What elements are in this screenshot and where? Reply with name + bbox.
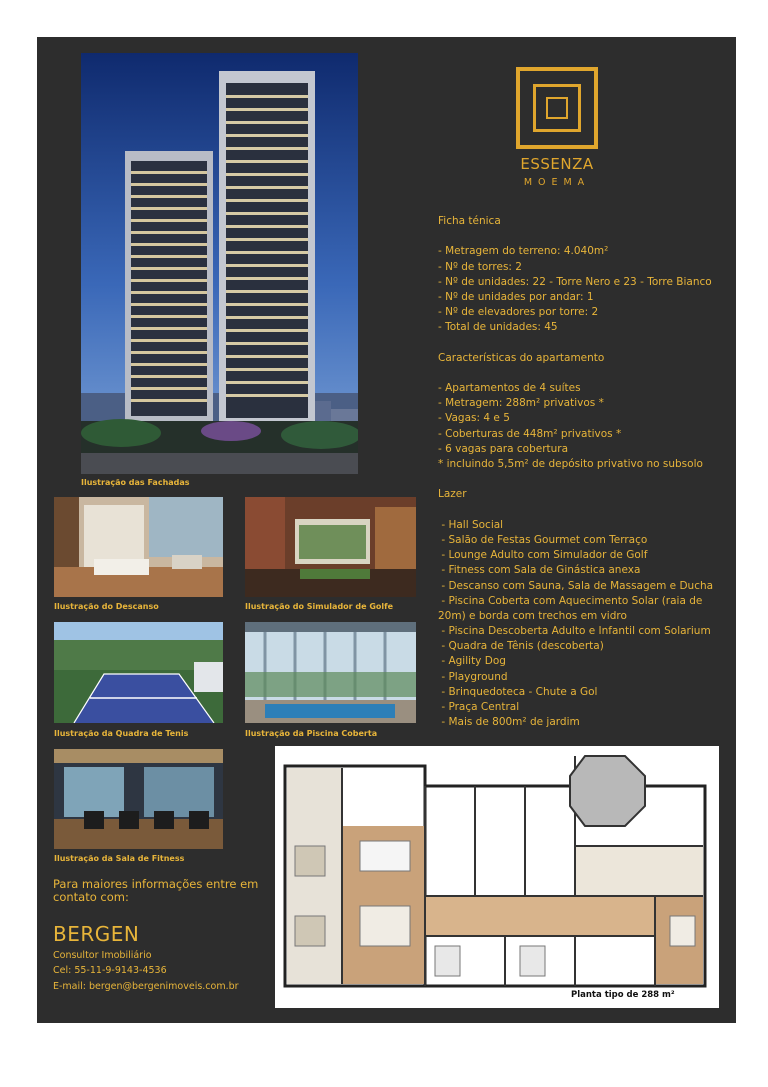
lazer-item: - Salão de Festas Gourmet com Terraço [438, 533, 648, 546]
floor-plan [275, 746, 719, 1008]
lazer-item: - Descanso com Sauna, Sala de Massagem e Ducha [438, 579, 714, 592]
facade-caption: Ilustração das Fachadas [81, 478, 190, 487]
lazer-item: - Praça Central [438, 701, 520, 713]
piscina-image [245, 622, 416, 723]
ficha-item: - Nº de elevadores por torre: 2 [438, 306, 599, 319]
fitness-image [54, 749, 223, 849]
golfe-caption: Ilustração do Simulador de Golfe [245, 602, 394, 611]
lazer-item: - Lounge Adulto com Simulador de Golf [438, 549, 648, 562]
caracteristicas-item: - Vagas: 4 e 5 [438, 412, 510, 425]
caracteristicas-item: * incluindo 5,5m² de depósito privativo no subsolo [438, 458, 703, 470]
ficha-title: Ficha ténica [438, 215, 501, 227]
floor-plan-drawing [275, 746, 719, 1008]
ficha-item: - Nº de unidades: 22 - Torre Nero e 23 - Torre Bianco [438, 275, 712, 288]
ficha-item: - Metragem do terreno: 4.040m² [438, 245, 609, 258]
ficha-item: - Nº de torres: 2 [438, 260, 522, 273]
lazer-item: - Brinquedoteca - Chute a Gol [438, 685, 598, 698]
contact-name: BERGEN [53, 922, 140, 946]
caracteristicas-item: - Metragem: 288m² privativos * [438, 397, 604, 410]
caracteristicas-item: - Coberturas de 448m² privativos * [438, 427, 622, 440]
lazer-item: - Quadra de Tênis (descoberta) [438, 640, 604, 653]
caracteristicas-item: - 6 vagas para cobertura [438, 442, 569, 455]
lazer-title: Lazer [438, 488, 467, 501]
lazer-item: - Hall Social [438, 518, 504, 531]
ficha-item: - Total de unidades: 45 [438, 321, 558, 334]
logo-subtitle: MOEMA [523, 177, 591, 188]
descanso-image [54, 497, 223, 597]
logo-name: ESSENZA [520, 155, 594, 173]
lazer-item: - Fitness com Sala de Ginástica anexa [438, 564, 641, 577]
lazer-item: - Piscina Coberta com Aquecimento Solar (raia de [438, 594, 703, 607]
floor-plan-caption: Planta tipo de 288 m² [571, 990, 675, 1000]
tenis-image [54, 622, 223, 723]
lazer-item: - Piscina Descoberta Adulto e Infantil com Solarium [438, 625, 711, 638]
lazer-item: - Mais de 800m² de jardim [438, 716, 580, 729]
lazer-item: 20m) e borda com trechos em vidro [438, 609, 627, 622]
fitness-caption: Ilustração da Sala de Fitness [54, 854, 185, 863]
caracteristicas-item: - Apartamentos de 4 suítes [438, 382, 581, 395]
contact-email: E-mail: bergen@bergenimoveis.com.br [53, 981, 239, 992]
piscina-caption: Ilustração da Piscina Coberta [245, 729, 378, 738]
facade-image [81, 53, 358, 474]
golfe-image [245, 497, 416, 597]
caracteristicas-title: Características do apartamento [438, 351, 605, 364]
descanso-caption: Ilustração do Descanso [54, 602, 159, 611]
lazer-item: - Playground [438, 670, 508, 683]
tenis-caption: Ilustração da Quadra de Tenis [54, 729, 189, 738]
ficha-item: - Nº de unidades por andar: 1 [438, 290, 594, 303]
ficha-tecnica-section [438, 214, 713, 730]
lazer-item: - Agility Dog [438, 655, 506, 668]
contact-phone: Cel: 55-11-9-9143-4536 [53, 965, 167, 976]
contact-role: Consultor Imobiliário [53, 950, 152, 961]
essenza-logo-icon [516, 67, 598, 149]
contact-intro: Para maiores informações entre em contato com: [53, 877, 259, 904]
